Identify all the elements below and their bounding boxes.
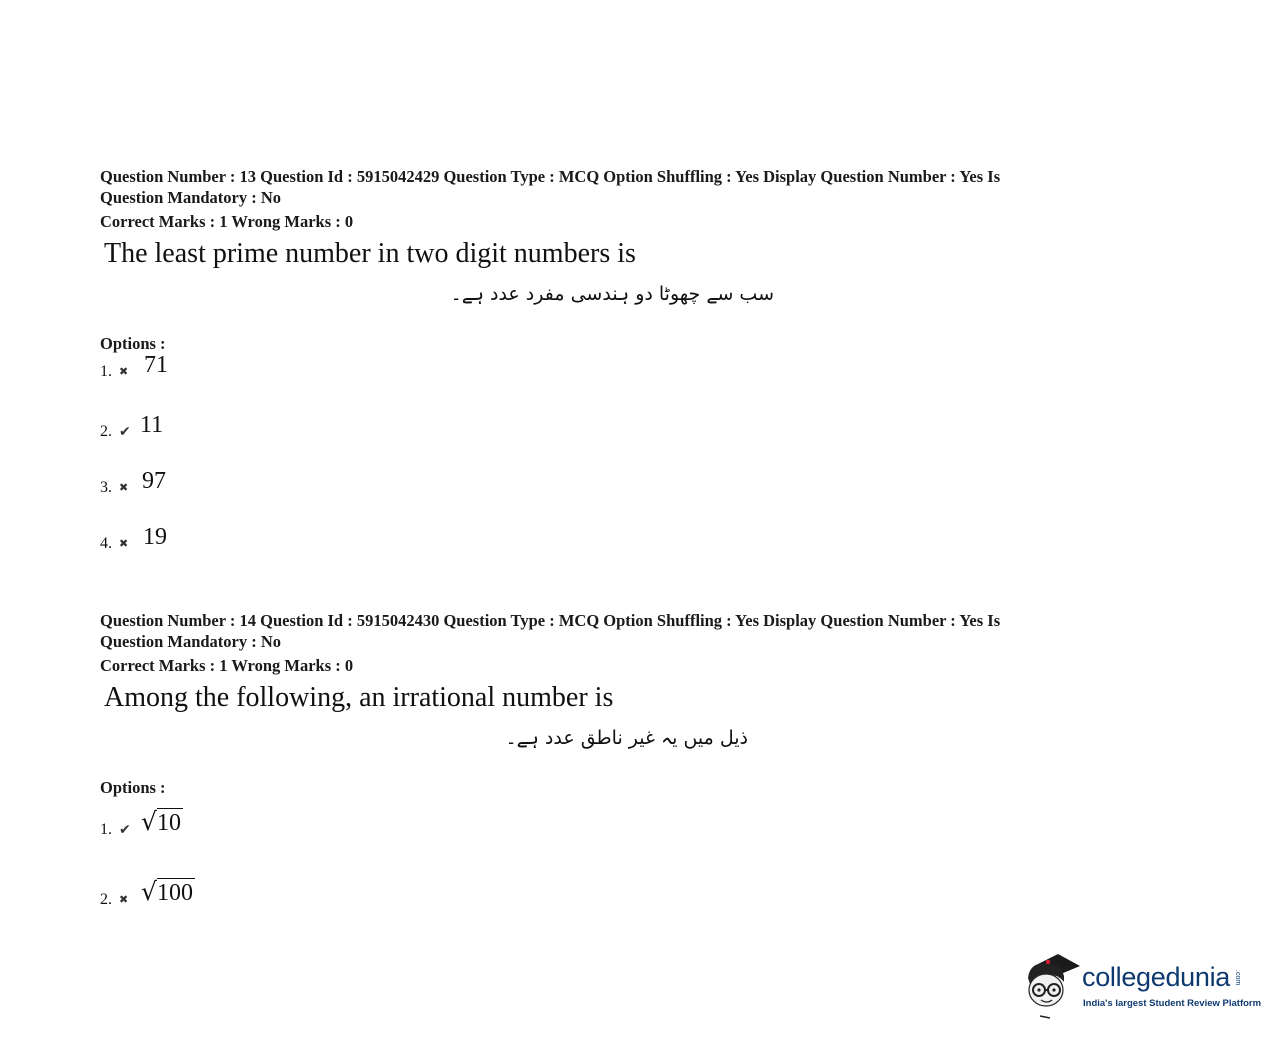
option-3: [100, 441, 1100, 497]
option-1: [100, 799, 1100, 839]
sqrt-icon: √: [141, 877, 157, 906]
question-marks: Correct Marks : 1 Wrong Marks : 0: [100, 656, 354, 675]
logo-tagline: India's largest Student Review Platform: [1083, 998, 1262, 1009]
option-number: 1.: [100, 363, 112, 380]
student-mascot-icon: [1020, 950, 1082, 1020]
cross-icon: ✖: [119, 481, 129, 494]
question-meta-line2: Question Mandatory : No: [100, 632, 282, 651]
options-label: Options :: [100, 778, 166, 797]
question-meta: [100, 610, 1100, 652]
cross-icon: ✖: [119, 365, 129, 378]
option-number: 1.: [100, 821, 112, 838]
question-meta: [100, 166, 1100, 208]
question-meta-line2: Question Mandatory : No: [100, 188, 282, 207]
question-text: The least prime number in two digit numbers is: [104, 238, 636, 269]
options-list: [100, 799, 1100, 909]
radicand: 10: [156, 810, 181, 836]
radicand: 100: [156, 880, 193, 906]
options-label: Options :: [100, 334, 166, 353]
option-value: 97: [142, 468, 166, 494]
question-meta-line1: Question Number : 14 Question Id : 5915042430 Question Type : MCQ Option Shuffling : Yes Display Question Number : Yes Is: [100, 611, 1001, 630]
option-2: [100, 381, 1100, 441]
question-14: [100, 610, 1100, 909]
option-value: 11: [140, 412, 164, 438]
urdu-text: سب سے چھوٹا دو ہندسی مفرد عدد ہے۔: [450, 283, 774, 305]
collegedunia-logo: [1020, 950, 1260, 1020]
cross-icon: ✖: [119, 537, 129, 550]
option-number: 4.: [100, 535, 112, 552]
option-1: [100, 352, 1100, 381]
option-number: 2.: [100, 891, 112, 908]
option-4: [100, 497, 1100, 553]
logo-domain-suffix: .com: [1234, 970, 1241, 986]
question-13: [100, 166, 1100, 553]
option-value: 71: [144, 352, 168, 378]
option-number: 3.: [100, 479, 112, 496]
question-meta-line1: Question Number : 13 Question Id : 5915042429 Question Type : MCQ Option Shuffling : Yes Display Question Number : Yes Is: [100, 167, 1001, 186]
cross-icon: ✖: [119, 893, 129, 906]
question-text: Among the following, an irrational number is: [104, 682, 614, 713]
check-icon: ✔: [119, 822, 131, 838]
option-number: 2.: [100, 423, 112, 440]
option-2: [100, 839, 1100, 909]
option-value: [141, 878, 195, 907]
option-value: [141, 808, 183, 837]
question-text-urdu: [100, 277, 1100, 311]
check-icon: ✔: [119, 424, 131, 440]
question-marks: Correct Marks : 1 Wrong Marks : 0: [100, 212, 354, 231]
question-text-urdu: [100, 721, 1100, 755]
sqrt-icon: √: [141, 807, 157, 836]
urdu-text: ذیل میں یہ غیر ناطق عدد ہے۔: [505, 727, 748, 749]
options-list: [100, 352, 1100, 553]
option-value: 19: [143, 524, 167, 550]
logo-brand-text: collegedunia: [1082, 962, 1231, 992]
